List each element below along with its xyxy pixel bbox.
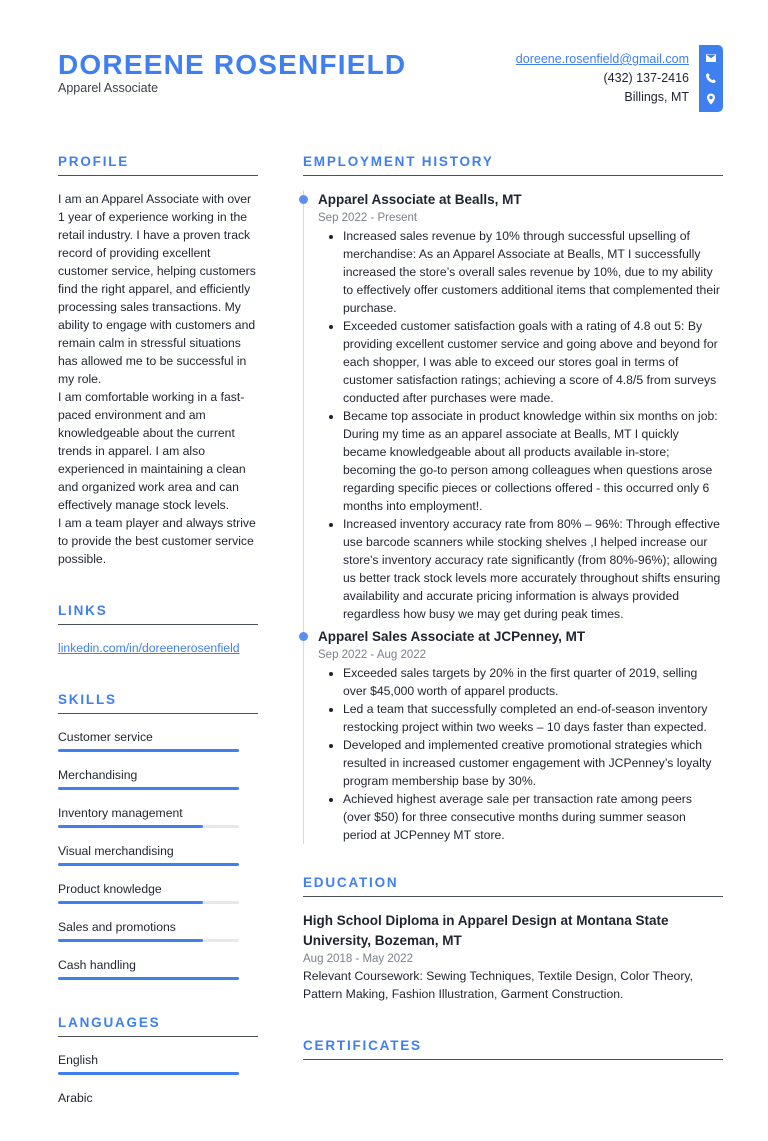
skills-label: Sales and promotions xyxy=(58,920,176,934)
level-fill xyxy=(58,939,203,942)
level-fill xyxy=(58,977,239,980)
location-pin-icon xyxy=(705,93,717,105)
education-title: High School Diploma in Apparel Design at Montana State University, Bozeman, MT xyxy=(303,913,669,948)
profile-text: I am a team player and always strive to provide the best customer service possible. xyxy=(58,516,256,566)
linkedin-link[interactable]: linkedin.com/in/doreenerosenfield xyxy=(58,641,240,655)
contact-icon-bar xyxy=(699,45,723,112)
phone-icon xyxy=(705,72,717,84)
profile-text: I am comfortable working in a fast-paced environment and am knowledgeable about the current trends in apparel. I am also experienced in maintaining a clean and organized work area and can effectively manage stock levels. xyxy=(58,390,246,512)
job-title: Apparel Associate at Bealls, MT xyxy=(318,192,522,207)
profile-section xyxy=(58,153,258,568)
languages-section xyxy=(58,1014,258,1107)
level-bar xyxy=(58,939,239,942)
job-bullets xyxy=(318,664,723,844)
languages-label: English xyxy=(58,1053,98,1067)
candidate-name: DOREENE ROSENFIELD xyxy=(58,49,407,80)
education-date: Aug 2018 - May 2022 xyxy=(303,953,413,965)
bullet-item: • Increased sales revenue by 10% through successful upselling of merchandise: As an Apparel Associate at Bealls, MT I successfully increased the store’s overall sales revenue by 10%, due to my ability to effectively offer customers additional items that complemented their purchase. xyxy=(343,227,723,317)
level-bar xyxy=(58,749,239,752)
education-text: Relevant Coursework: Sewing Techniques, Textile Design, Color Theory, Pattern Making, Fashion Illustration, Garment Construction. xyxy=(303,969,693,1001)
bullet-item: • Achieved highest average sale per transaction rate among peers (over $50) for three consecutive months during summer season period at JCPenney MT store. xyxy=(343,790,723,844)
skills-label: Customer service xyxy=(58,730,153,744)
bullet-item: • Led a team that successfully completed an end-of-season inventory restocking project within two weeks – 10 days faster than expected. xyxy=(343,700,723,736)
location: Billings, MT xyxy=(624,90,689,104)
bullet-item: • Exceeded sales targets by 20% in the first quarter of 2019, selling over $45,000 worth of apparel products. xyxy=(343,664,723,700)
level-fill xyxy=(58,1072,239,1075)
level-bar xyxy=(58,977,239,980)
bullet-item: • Exceeded customer satisfaction goals with a rating of 4.8 out 5: By providing excellent customer service and going above and beyond for each shopper, I was able to exceed our stores goal in terms of customer satisfaction ratings; achieving a score of 4.8/5 from surveys conducted after purchases were made. xyxy=(343,317,723,407)
bullet-item: • Increased inventory accuracy rate from 80% – 96%: Through effective use barcode scanners while stocking shelves ,I helped increase our store's inventory accuracy rate significantly (from 80%-96%); allowing us better track stock levels more accurately throughout shifts ensuring availability and accurate pricing information is always provided regardless how busy we may get during peak times. xyxy=(343,515,723,623)
phone: (432) 137-2416 xyxy=(603,71,689,85)
timeline-dot-icon xyxy=(299,632,308,641)
section-title: PROFILE xyxy=(58,153,258,176)
level-bar xyxy=(58,901,239,904)
level-bar xyxy=(58,787,239,790)
bullet-item: • Became top associate in product knowledge within six months on job: During my time as an apparel associate at Bealls, MT I quickly became knowledgeable about all products available in-store; becoming the go-to person among colleagues when questions arose regarding specific pieces or collections offered - this occurred only 6 months into employment!. xyxy=(343,407,723,515)
job-title: Apparel Sales Associate at JCPenney, MT xyxy=(318,629,586,644)
skills-section xyxy=(58,691,258,980)
section-title: CERTIFICATES xyxy=(303,1037,723,1060)
left-column xyxy=(58,153,258,1141)
skills-item xyxy=(58,804,258,828)
job-role: Apparel Associate xyxy=(58,81,159,95)
skills-label: Inventory management xyxy=(58,806,183,820)
right-column xyxy=(303,153,723,1074)
skills-item xyxy=(58,766,258,790)
section-title: SKILLS xyxy=(58,691,258,714)
section-title: LINKS xyxy=(58,602,258,625)
envelope-icon xyxy=(705,52,717,64)
section-title: EMPLOYMENT HISTORY xyxy=(303,153,723,176)
skills-item xyxy=(58,842,258,866)
bullet-item: • Developed and implemented creative promotional strategies which resulted in increased customer engagement with JCPenney’s loyalty program membership base by 30%. xyxy=(343,736,723,790)
level-bar xyxy=(58,863,239,866)
email-link[interactable]: doreene.rosenfield@gmail.com xyxy=(515,52,689,66)
section-title: LANGUAGES xyxy=(58,1014,258,1037)
skills-item xyxy=(58,728,258,752)
skills-item xyxy=(58,880,258,904)
job-bullets xyxy=(318,227,723,623)
employment-timeline xyxy=(303,190,723,844)
employment-section xyxy=(303,153,723,844)
timeline-dot-icon xyxy=(299,195,308,204)
job-date: Sep 2022 - Aug 2022 xyxy=(318,649,427,661)
skills-item xyxy=(58,956,258,980)
languages-label: Arabic xyxy=(58,1091,93,1105)
skills-item xyxy=(58,918,258,942)
section-title: EDUCATION xyxy=(303,874,723,897)
level-fill xyxy=(58,901,203,904)
certificates-section xyxy=(303,1037,723,1060)
job-entry xyxy=(318,627,723,844)
languages-item xyxy=(58,1089,258,1107)
level-bar xyxy=(58,825,239,828)
skills-label: Product knowledge xyxy=(58,882,162,896)
level-fill xyxy=(58,749,239,752)
skills-label: Visual merchandising xyxy=(58,844,174,858)
skills-label: Merchandising xyxy=(58,768,138,782)
links-section xyxy=(58,602,258,657)
level-bar xyxy=(58,1072,239,1075)
level-fill xyxy=(58,825,203,828)
level-fill xyxy=(58,863,239,866)
skills-label: Cash handling xyxy=(58,958,136,972)
job-date: Sep 2022 - Present xyxy=(318,212,418,224)
contact-info xyxy=(516,50,689,107)
profile-text: I am an Apparel Associate with over 1 year of experience working in the retail industry. I have a proven track record of providing excellent customer service, helping customers find the right apparel, and efficiently processing sales transactions. My ability to engage with customers and remain calm in stressful situations has allowed me to be successful in my role. xyxy=(58,192,256,386)
education-section xyxy=(303,874,723,1003)
job-entry xyxy=(318,190,723,623)
languages-item xyxy=(58,1051,258,1075)
level-fill xyxy=(58,787,239,790)
